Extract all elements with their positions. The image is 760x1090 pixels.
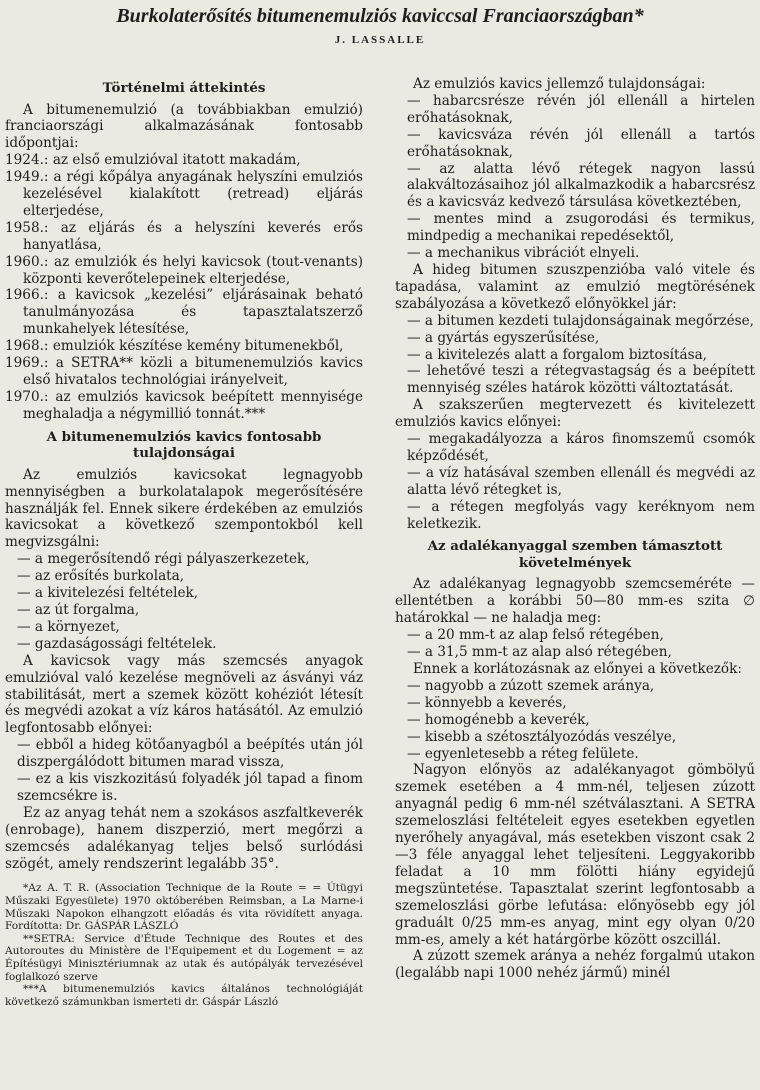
list-item: — kavicsváza révén jól ellenáll a tartós erőhatásoknak, (407, 126, 755, 160)
paragraph: A zúzott szemek aránya a nehéz forgalmú utakon (legalább napi 1000 nehéz jármű) minél (395, 948, 755, 982)
list-item: — a 31,5 mm-t az alap alsó rétegében, (407, 644, 672, 661)
timeline-item: 1970.: az emulziós kavicsok beépített mennyisége meghaladja a négymillió tonnát.*** (5, 388, 363, 422)
footnote: ***A bitumenemulziós kavics általános technológiáját következő számunkban ismerteti dr. Gáspár László (5, 983, 363, 1008)
list-item: — a bitumen kezdeti tulajdonságainak megőrzése, (407, 312, 754, 329)
list-item: — gazdaságossági feltételek. (17, 635, 217, 652)
list-item: — kisebb a szétosztályozódás veszélye, (407, 728, 677, 745)
list-item: — lehetővé teszi a rétegvastagság és a beépített mennyiség széles határok közötti változtatását. (407, 363, 755, 397)
timeline-item: 1958.: az eljárás és a helyszíni keverés erős hanyatlása, (5, 219, 363, 253)
timeline-item: 1968.: emulziók készítése kemény bitumenekből, (5, 338, 344, 355)
list-item: — ez a kis viszkozitású folyadék jól tapad a finom szemcsékre is. (17, 771, 363, 804)
left-column (5, 76, 363, 1008)
list-item: — nagyobb a zúzott szemek aránya, (407, 677, 655, 694)
right-column (395, 76, 755, 982)
paragraph: Nagyon előnyös az adalékanyagot gömbölyű szemek esetében a 4 mm-nél, teljesen zúzott anyagnál pedig 6 mm-nél szétválasztani. A SETRA szemeloszlási feltételeit egyes esetekben egyetlen nyerőhely anyagával, más esetekben viszont csak 2—3 féle anyaggal lehet teljesíteni. Leggyakoribb feladat a 10 mm fölötti hiány egyidejű megszüntetése. Tapasztalat szerint legfontosabb a szemeloszlási görbe lefutása: előnyösebb egy jól graduált 0/25 mm-es anyag, mint egy olyan 0/20 mm-es, amely a két határgörbe között oszcillál. (395, 762, 755, 948)
list-item: — a gyártás egyszerűsítése, (407, 329, 600, 346)
footnote: **SETRA: Service d'Étude Technique des Routes et des Autoroutes du Ministère de l'Equipement et du Logement = az Építésügyi Minisztériumnak az utak és autópályák tervezésével foglalkozó szerve (5, 932, 363, 983)
list-item: — mentes mind a zsugorodási és termikus, mindpedig a mechanikai repedésektől, (407, 211, 755, 245)
list-item: — a kivitelezés alatt a forgalom biztosítása, (407, 346, 707, 363)
list-item: — ebből a hideg kötőanyagból a beépítés után jól diszpergálódott bitumen marad vissza, (17, 737, 363, 771)
footnote: *Az A. T. R. (Association Technique de la Route = = Útügyi Műszaki Egyesülete) 1970 októberében Reimsban, a La Marne-i Műszaki Napokon elhangzott előadás és vita rövidített anyaga. Fordította: Dr. GÁSPÁR LÁSZLÓ (5, 882, 363, 933)
list-item: — egyenletesebb a réteg felülete. (407, 745, 639, 762)
timeline-item: 1924.: az első emulzióval itatott makadám, (5, 152, 301, 169)
timeline-item: 1966.: a kavicsok „kezelési” eljárásainak beható tanulmányozása és tapasztalatszerző munkahelyek létesítése, (5, 287, 363, 338)
paragraph: A bitumenemulzió (a továbbiakban emulzió) franciaországi alkalmazásának fontosabb időpontjai: (5, 101, 363, 152)
paragraph: Ennek a korlátozásnak az előnyei a következők: (413, 661, 742, 677)
article-title: Burkolaterősítés bitumenemulziós kaviccsal Franciaországban* (116, 5, 644, 27)
timeline-item: 1960.: az emulziók és helyi kavicsok (tout-venants) központi keverőtelepeinek elterjedése, (5, 253, 363, 287)
section-heading-requirements: Az adalékanyaggal szemben támasztott követelmények (427, 538, 723, 571)
paragraph: A szakszerűen megtervezett és kivitelezett emulziós kavics előnyei: (395, 397, 755, 431)
list-item: — homogénebb a keverék, (407, 711, 590, 728)
list-item: — az erősítés burkolata, (17, 568, 185, 585)
list-item: — a 20 mm-t az alap felső rétegében, (407, 627, 664, 644)
paragraph: A kavicsok vagy más szemcsés anyagok emulzióval való kezelése megnöveli az ásványi váz stabilitását, mert a szemek között kohéziót létesít és megvédi azokat a víz káros hatásától. Az emulzió legfontosabb előnyei: (5, 652, 363, 737)
timeline-item: 1949.: a régi kőpálya anyagának helyszíni emulziós kezelésével kialakított (retread) eljárás elterjedése, (5, 169, 363, 219)
list-item: — a kivitelezési feltételek, (17, 585, 199, 602)
list-item: — megakadályozza a káros finomszemű csomók képződését, (407, 431, 755, 464)
paragraph: Ez az anyag tehát nem a szokásos aszfaltkeverék (enrobage), hanem diszperzió, mert megőrzi a szemcsés adalékanyag teljes belső surlódási szögét, amely rendszerint legalább 35°. (5, 804, 363, 872)
list-item: — az út forgalma, (17, 601, 140, 618)
list-item: — a víz hatásával szemben ellenáll és megvédi az alatta lévő rétegket is, (407, 464, 755, 498)
paragraph: A hideg bitumen szuszpenzióba való vitele és tapadása, valamint az emulzió megtörésének szabályozása a következő előnyökkel jár: (395, 261, 755, 312)
list-item: — a rétegen megfolyás vagy keréknyom nem keletkezik. (407, 498, 755, 532)
list-item: — a mechanikus vibrációt elnyeli. (407, 245, 640, 262)
list-item: — habarcsrésze révén jól ellenáll a hirtelen erőhatásoknak, (407, 92, 755, 126)
list-item: — a megerősítendő régi pályaszerkezetek, (17, 551, 310, 568)
footnotes (5, 882, 363, 1008)
list-item: — az alatta lévő rétegek nagyon lassú alakváltozásaihoz jól alkalmazkodik a habarcsrész és a kavicsváz kedvező társulása következtében, (407, 160, 755, 211)
list-item: — a környezet, (17, 618, 120, 635)
author-name: J. LASSALLE (334, 34, 426, 46)
paragraph: Az adalékanyag legnagyobb szemcseméréte — ellentétben a korábbi 50—80 mm-es szita ∅ határokkal — ne haladja meg: (395, 576, 755, 627)
paragraph: Az emulziós kavicsokat legnagyobb mennyiségben a burkolatalapok megerősítésére használják fel. Ennek sikere érdekében az emulziós kavicsokat a következő szempontokból kell megvizsgálni: (5, 466, 363, 551)
list-item: — könnyebb a keverés, (407, 694, 567, 711)
paragraph: Az emulziós kavics jellemző tulajdonságai: (413, 76, 706, 92)
section-heading-properties: A bitumenemulziós kavics fontosabb tulajdonságai (46, 428, 322, 462)
timeline-item: 1969.: a SETRA** közli a bitumenemulziós kavics első hivatalos technológiai irányelveit, (5, 355, 363, 388)
section-heading-history: Történelmi áttekintés (102, 80, 266, 96)
